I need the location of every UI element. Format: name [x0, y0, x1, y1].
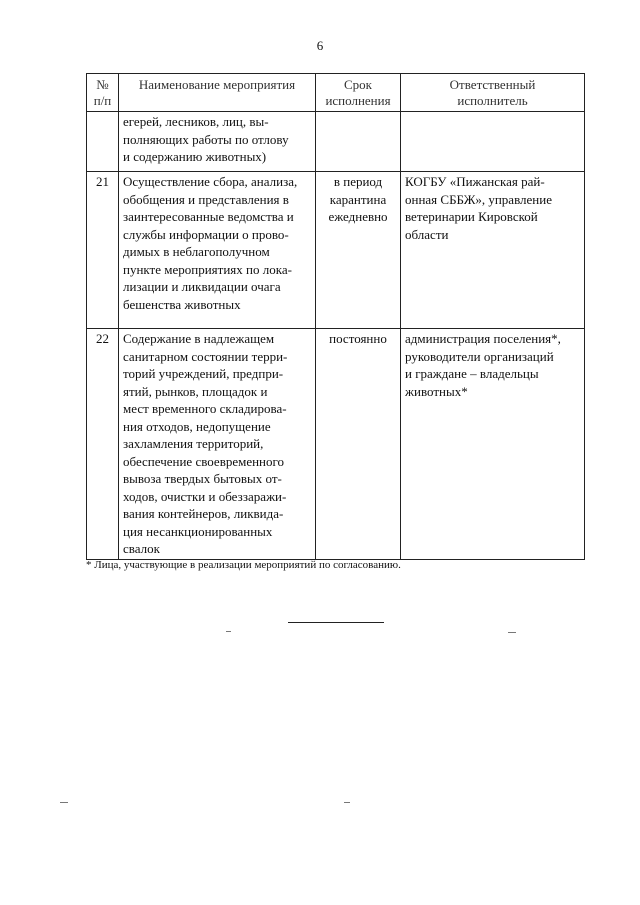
row-number: 22	[87, 329, 119, 560]
table-row	[87, 172, 585, 329]
header-num: № п/п	[87, 74, 119, 112]
term-cell: в период карантина ежедневно	[316, 172, 401, 329]
event-cell: Осуществление сбора, анализа, обобщения и представления в заинтересованные ведомства и службы информации о прово- димых в неблагополучном пункте мероприятиях по лока- лизации и ликвидации очага бешенства животных	[119, 172, 316, 329]
table-row	[87, 329, 585, 560]
end-divider	[288, 622, 384, 623]
scan-speck	[344, 802, 350, 803]
responsible-cell: КОГБУ «Пижанская рай- онная СББЖ», управление ветеринарии Кировской области	[401, 172, 585, 329]
header-term: Срок исполнения	[316, 74, 401, 112]
page-number: 6	[316, 38, 324, 53]
event-cell: егерей, лесников, лиц, вы- полняющих работы по отлову и содержанию животных)	[119, 112, 316, 172]
table-header-row	[87, 74, 585, 112]
responsible-cell: администрация поселения*, руководители организаций и граждане – владельцы животных*	[401, 329, 585, 560]
row-number: 21	[87, 172, 119, 329]
scan-speck	[508, 632, 516, 633]
row-number	[87, 112, 119, 172]
scan-speck	[226, 631, 231, 632]
scan-speck	[60, 802, 68, 803]
header-event: Наименование мероприятия	[119, 74, 316, 112]
event-cell: Содержание в надлежащем санитарном состоянии терри- торий учреждений, предпри- ятий, рынков, площадок и мест временного складирова- ния отходов, недопущение захламления территорий, обеспечение своевременного вывоза твердых бытовых от- ходов, очистки и обеззаражи- вания контейнеров, ликвида- ция несанкционированных свалок	[119, 329, 316, 560]
events-table	[86, 73, 585, 560]
table-row	[87, 112, 585, 172]
header-responsible: Ответственный исполнитель	[401, 74, 585, 112]
footnote: * Лица, участвующие в реализации мероприятий по согласованию.	[86, 559, 401, 571]
term-cell	[316, 112, 401, 172]
responsible-cell	[401, 112, 585, 172]
term-cell: постоянно	[316, 329, 401, 560]
